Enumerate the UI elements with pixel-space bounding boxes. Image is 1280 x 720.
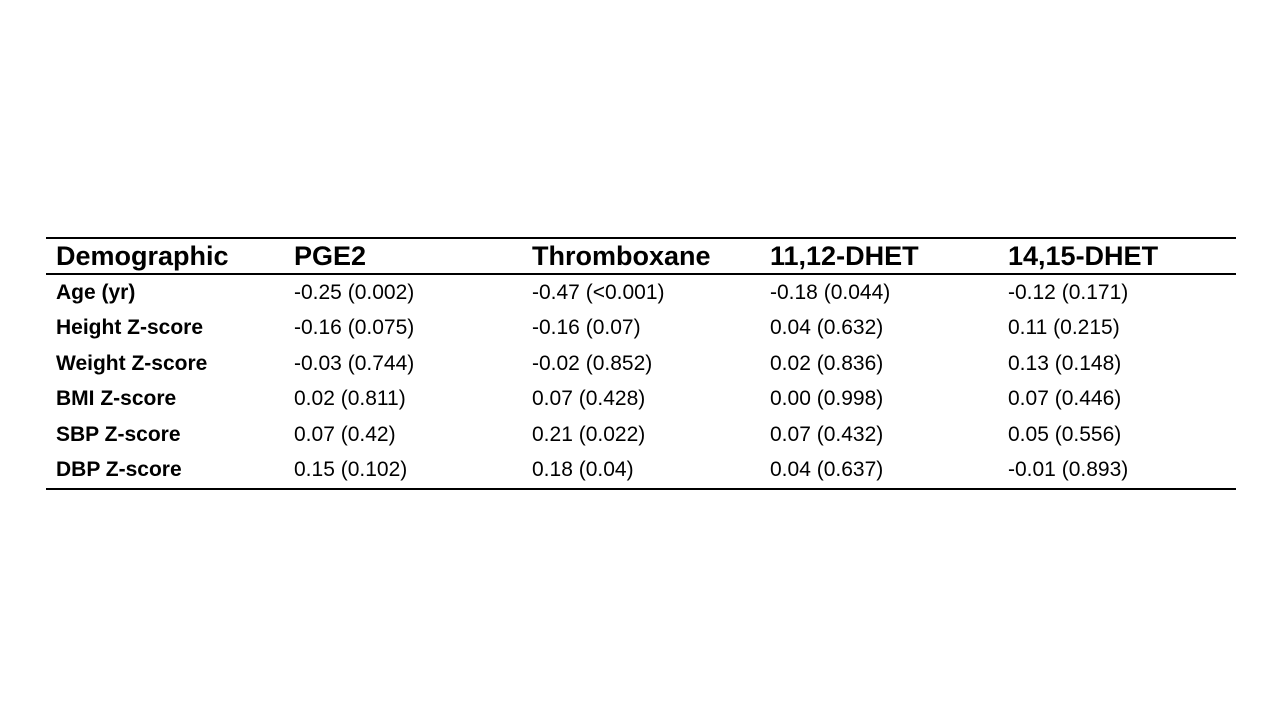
table-row	[46, 417, 1236, 453]
table-cell: 0.07 (0.42)	[294, 422, 396, 446]
table-cell: 0.18 (0.04)	[532, 458, 634, 482]
row-label: Height Z-score	[56, 316, 204, 340]
table-cell: -0.03 (0.744)	[294, 351, 415, 375]
correlation-table	[46, 237, 1236, 490]
table-header	[46, 238, 1236, 274]
table-row	[46, 346, 1236, 382]
table-body	[46, 274, 1236, 489]
table-cell: 0.11 (0.215)	[1008, 316, 1120, 340]
row-label: DBP Z-score	[56, 458, 182, 482]
table-cell: 0.07 (0.428)	[532, 387, 646, 411]
table-cell: 0.15 (0.102)	[294, 458, 408, 482]
table-cell: 0.00 (0.998)	[770, 387, 884, 411]
table-cell: 0.07 (0.446)	[1008, 387, 1122, 411]
row-label: Weight Z-score	[56, 351, 208, 375]
table-cell: -0.16 (0.07)	[532, 316, 641, 340]
table-cell: -0.02 (0.852)	[532, 351, 653, 375]
column-header-11-12-dhet: 11,12-DHET	[770, 240, 919, 271]
table-cell: 0.21 (0.022)	[532, 422, 646, 446]
table-cell: 0.13 (0.148)	[1008, 351, 1122, 375]
table-cell: 0.02 (0.811)	[294, 387, 406, 411]
table-row	[46, 453, 1236, 490]
table-cell: 0.04 (0.632)	[770, 316, 884, 340]
row-label: Age (yr)	[56, 280, 136, 304]
column-header-pge2: PGE2	[294, 240, 367, 271]
correlation-table-container	[46, 237, 1236, 490]
table-cell: 0.07 (0.432)	[770, 422, 884, 446]
table-cell: -0.12 (0.171)	[1008, 280, 1129, 304]
table-cell: -0.18 (0.044)	[770, 280, 891, 304]
table-cell: 0.02 (0.836)	[770, 351, 884, 375]
table-cell: -0.47 (<0.001)	[532, 280, 665, 304]
table-row	[46, 311, 1236, 347]
table-cell: -0.16 (0.075)	[294, 316, 415, 340]
row-label: BMI Z-score	[56, 387, 177, 411]
table-cell: 0.04 (0.637)	[770, 458, 884, 482]
header-row	[46, 238, 1236, 274]
column-header-thromboxane: Thromboxane	[532, 240, 711, 271]
table-cell: -0.25 (0.002)	[294, 280, 415, 304]
column-header-demographic: Demographic	[56, 240, 229, 271]
column-header-14-15-dhet: 14,15-DHET	[1008, 240, 1159, 271]
table-row	[46, 382, 1236, 418]
table-row	[46, 274, 1236, 311]
row-label: SBP Z-score	[56, 422, 181, 446]
table-cell: -0.01 (0.893)	[1008, 458, 1129, 482]
table-cell: 0.05 (0.556)	[1008, 422, 1122, 446]
